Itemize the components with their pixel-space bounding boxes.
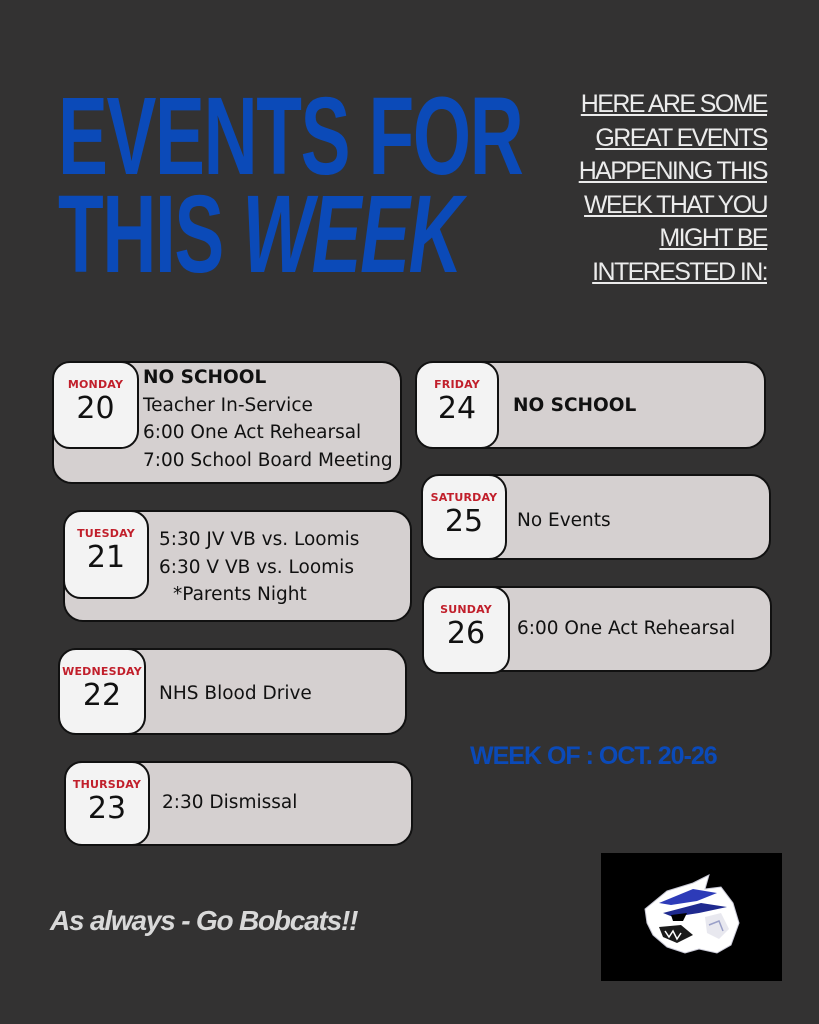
week-of-label: WEEK OF : OCT. 20-26 <box>470 742 717 770</box>
date-badge-saturday <box>421 474 507 560</box>
event-item: 2:30 Dismissal <box>162 792 298 813</box>
event-list-friday <box>513 392 636 420</box>
day-of-week: SATURDAY <box>430 491 498 504</box>
event-item: NO SCHOOL <box>513 395 637 416</box>
title-line-2-italic: WEEK <box>242 173 462 296</box>
intro-line: HAPPENING THIS <box>578 157 767 185</box>
footer-text: As always - Go Bobcats!! <box>50 905 358 936</box>
event-item: NO SCHOOL <box>143 367 267 388</box>
day-number: 25 <box>444 504 484 539</box>
logo <box>601 853 782 981</box>
date-badge-monday <box>52 361 139 449</box>
day-of-week: SUNDAY <box>440 603 492 616</box>
event-item: 6:00 One Act Rehearsal <box>143 422 362 443</box>
day-number: 23 <box>87 791 127 826</box>
event-list-saturday <box>517 507 611 535</box>
event-list-tuesday <box>159 526 359 609</box>
day-number: 22 <box>82 678 122 713</box>
event-list-monday <box>143 364 393 474</box>
event-item: Teacher In-Service <box>143 394 313 416</box>
intro-line: INTERESTED IN: <box>592 257 767 286</box>
day-of-week: MONDAY <box>67 378 124 391</box>
day-number: 20 <box>76 391 115 426</box>
day-number: 21 <box>86 540 126 575</box>
event-item: 7:00 School Board Meeting <box>143 449 393 471</box>
day-number: 26 <box>446 616 486 651</box>
event-item: NHS Blood Drive <box>159 683 312 704</box>
event-item: *Parents Night <box>173 584 307 605</box>
bobcat-icon <box>601 853 782 981</box>
date-badge-tuesday <box>63 510 149 599</box>
event-list-wednesday <box>159 680 312 708</box>
date-badge-friday <box>415 361 499 449</box>
intro-line: WEEK THAT YOU <box>584 190 767 219</box>
title-line-1: EVENTS FOR <box>58 75 523 198</box>
day-of-week: WEDNESDAY <box>62 665 142 678</box>
day-number: 24 <box>437 391 477 426</box>
event-item: 5:30 JV VB vs. Loomis <box>159 529 360 550</box>
day-of-week: FRIDAY <box>434 378 480 391</box>
title-line-2-plain: THIS <box>58 173 243 296</box>
event-item: 6:00 One Act Rehearsal <box>517 618 736 639</box>
date-badge-sunday <box>422 586 510 674</box>
event-item: 6:30 V VB vs. Loomis <box>159 556 354 578</box>
intro-line: HERE ARE SOME <box>580 90 767 118</box>
date-badge-wednesday <box>58 648 146 735</box>
intro-line: GREAT EVENTS <box>595 123 767 152</box>
intro-text <box>527 88 767 289</box>
event-list-thursday <box>162 789 297 817</box>
date-badge-thursday <box>64 761 150 846</box>
event-item: No Events <box>517 510 611 531</box>
event-list-sunday <box>517 615 735 643</box>
day-of-week: THURSDAY <box>72 778 142 791</box>
day-of-week: TUESDAY <box>77 527 135 540</box>
intro-line: MIGHT BE <box>659 224 767 252</box>
page-title <box>58 75 523 296</box>
title-line-2 <box>58 173 462 296</box>
